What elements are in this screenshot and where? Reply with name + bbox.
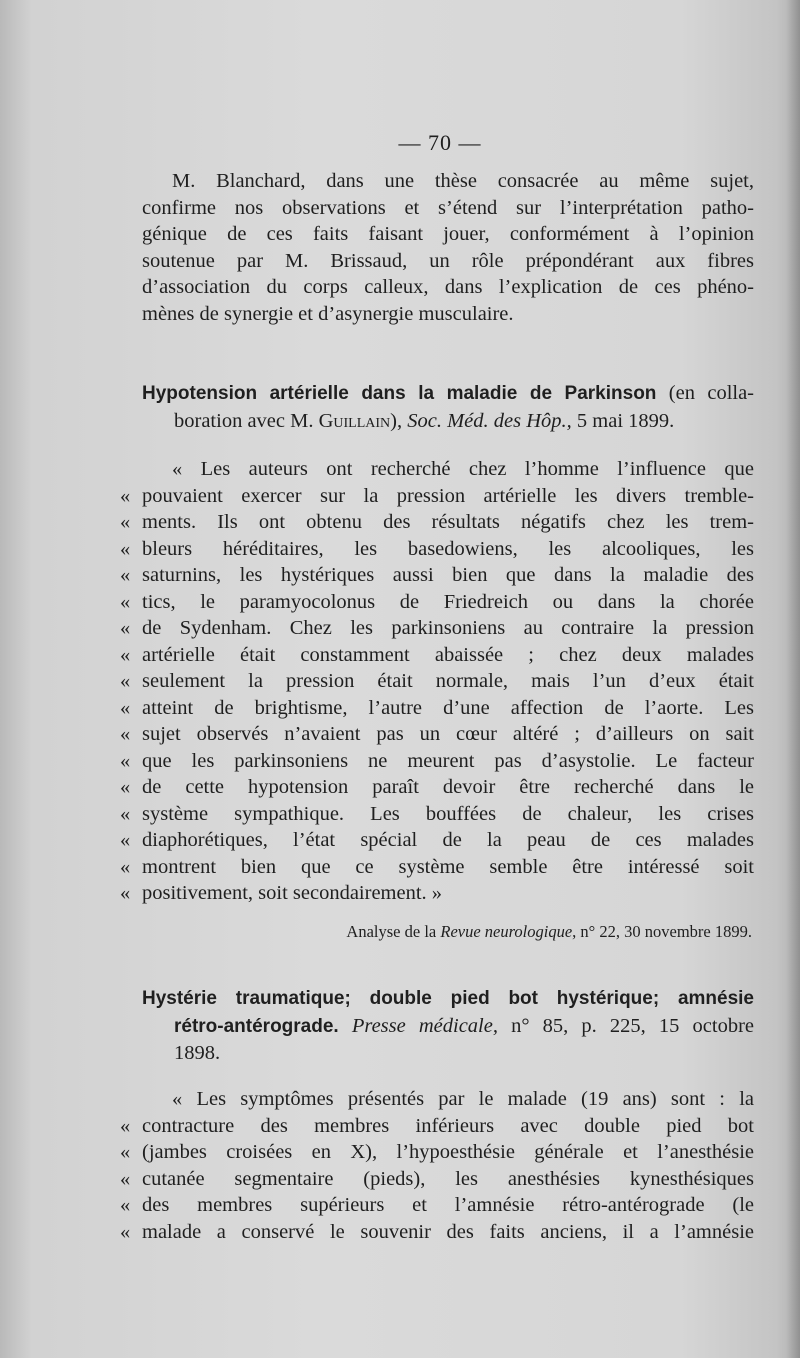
quote-line bbox=[120, 1192, 754, 1219]
quote-line bbox=[120, 1139, 754, 1166]
quote-text: malade a conservé le souvenir des faits anciens, il a l’amnésie bbox=[142, 1220, 754, 1243]
quote-line bbox=[120, 774, 754, 801]
quote-line bbox=[120, 483, 754, 510]
quote-mark: « bbox=[120, 511, 131, 533]
section-heading-hysterie bbox=[142, 985, 754, 1067]
heading-collab-prefix: boration avec M. bbox=[174, 409, 319, 432]
quote-text: bleurs héréditaires, les basedowiens, les alcooliques, les bbox=[142, 537, 754, 560]
quote-mark: « bbox=[120, 1114, 131, 1137]
quote-line bbox=[120, 695, 754, 722]
quote-line bbox=[120, 748, 754, 775]
quote-line bbox=[120, 1219, 754, 1246]
quote-text: (jambes croisées en X), l’hypoesthésie générale et l’anesthésie bbox=[142, 1141, 754, 1163]
quote-mark: « bbox=[120, 670, 131, 692]
heading-line: 1898. bbox=[174, 1042, 221, 1064]
journal-title: Soc. Méd. des Hôp., bbox=[407, 409, 572, 432]
heading-line bbox=[142, 1013, 754, 1041]
quote-line bbox=[120, 827, 754, 854]
quote-mark: « bbox=[120, 802, 131, 825]
quote-text: pouvaient exercer sur la pression artérielle les divers tremble- bbox=[142, 484, 754, 507]
quote-mark: « bbox=[120, 723, 131, 745]
quote-mark: « bbox=[120, 1167, 131, 1190]
quote-text: de Sydenham. Chez les parkinsoniens au contraire la pression bbox=[142, 617, 754, 639]
quote-text: artérielle était constamment abaissée ; chez deux malades bbox=[142, 643, 754, 666]
quote-mark: « bbox=[120, 829, 131, 851]
quote-line bbox=[120, 854, 754, 881]
quote-text: cutanée segmentaire (pieds), les anesthésies kynesthésiques bbox=[142, 1167, 754, 1190]
quote-text: atteint de brightisme, l’autre d’une affection de l’aorte. Les bbox=[142, 696, 754, 719]
quote-mark: « bbox=[120, 537, 131, 560]
journal-ref: n° 85, p. 225, 15 octobre bbox=[497, 1014, 754, 1037]
section-title: Hystérie traumatique; double pied bot hystérique; amnésie bbox=[142, 988, 754, 1009]
text-line: soutenue par M. Brissaud, un rôle prépondérant aux fibres bbox=[142, 249, 754, 272]
quote-line bbox=[120, 880, 754, 907]
quote-mark: « bbox=[120, 564, 131, 586]
quote-line bbox=[120, 562, 754, 589]
quote-line bbox=[120, 536, 754, 563]
journal-title: Presse médicale, bbox=[351, 1014, 498, 1037]
quote-mark: « bbox=[120, 749, 131, 772]
quote-text: de cette hypotension paraît devoir être recherché dans le bbox=[142, 776, 754, 798]
heading-rest: (en colla- bbox=[656, 382, 755, 404]
quote-mark: « bbox=[120, 1141, 131, 1163]
quote-text: système sympathique. Les bouffées de chaleur, les crises bbox=[142, 802, 754, 825]
page-number: — 70 — bbox=[398, 130, 482, 155]
quote-mark: « bbox=[120, 590, 131, 613]
quote-mark: « bbox=[120, 643, 131, 666]
quote-mark: « bbox=[172, 458, 201, 480]
heading-line bbox=[142, 985, 754, 1013]
quote-mark: « bbox=[120, 696, 131, 719]
heading-punct: ), bbox=[390, 409, 408, 432]
section-title: Hypotension artérielle dans la maladie de Parkinson bbox=[142, 383, 657, 404]
publication-date: 5 mai 1899. bbox=[571, 409, 675, 432]
section-heading-parkinson bbox=[142, 380, 754, 434]
source-journal: Revue neurologique bbox=[440, 922, 573, 941]
collaborator-name: Guillain bbox=[318, 409, 391, 432]
quote-mark: « bbox=[120, 776, 131, 798]
quote-text: saturnins, les hystériques aussi bien que dans la maladie des bbox=[142, 564, 754, 586]
quote-mark: « bbox=[120, 855, 131, 878]
quote-line bbox=[120, 642, 754, 669]
quote-mark: « bbox=[120, 617, 131, 639]
quote-line bbox=[120, 509, 754, 536]
text-line: d’association du corps calleux, dans l’explication de ces phéno- bbox=[142, 276, 754, 298]
text-line: mènes de synergie et d’asynergie musculaire. bbox=[142, 302, 514, 325]
quote-line bbox=[120, 615, 754, 642]
quote-text: tics, le paramyocolonus de Friedreich ou dans la chorée bbox=[142, 590, 754, 613]
quote-text: Les symptômes présentés par le malade (19 ans) sont : la bbox=[196, 1088, 754, 1110]
heading-line bbox=[142, 408, 754, 435]
quote-mark: « bbox=[172, 1088, 197, 1110]
heading-line bbox=[142, 380, 754, 408]
quote-mark: « bbox=[120, 1220, 131, 1243]
source-prefix: Analyse de la bbox=[346, 922, 441, 941]
quote-line bbox=[120, 801, 754, 828]
quote-text: positivement, soit secondairement. » bbox=[142, 882, 443, 904]
text-line: génique de ces faits faisant jouer, conformément à l’opinion bbox=[142, 223, 754, 245]
quote-line bbox=[120, 589, 754, 616]
page-spine-shadow bbox=[786, 0, 800, 1358]
intro-paragraph bbox=[142, 168, 754, 327]
source-citation bbox=[150, 922, 752, 942]
quote-line bbox=[120, 721, 754, 748]
quote-line bbox=[142, 456, 754, 483]
quote-line bbox=[120, 1113, 754, 1140]
quote-text: diaphorétiques, l’état spécial de la peau de ces malades bbox=[142, 829, 754, 851]
text-line: confirme nos observations et s’étend sur l’interprétation patho- bbox=[142, 196, 754, 219]
quote-line bbox=[142, 1086, 754, 1113]
quote-text: seulement la pression était normale, mais l’un d’eux était bbox=[142, 670, 754, 692]
quote-text: ments. Ils ont obtenu des résultats négatifs chez les trem- bbox=[142, 511, 754, 533]
text-line: M. Blanchard, dans une thèse consacrée au même sujet, bbox=[172, 170, 754, 192]
quote-text: Les auteurs ont recherché chez l’homme l’influence que bbox=[200, 458, 755, 480]
quote-text: des membres supérieurs et l’amnésie rétro-antérograde (le bbox=[142, 1194, 754, 1216]
quote-mark: « bbox=[120, 882, 131, 904]
section-title-cont: rétro-antérograde. bbox=[174, 1015, 339, 1037]
quote-mark: « bbox=[120, 1194, 131, 1216]
quote-text: montrent bien que ce système semble être intéressé soit bbox=[142, 855, 754, 878]
quote-text: contracture des membres inférieurs avec double pied bot bbox=[142, 1114, 754, 1137]
quote-mark: « bbox=[120, 484, 131, 507]
quote-text: sujet observés n’avaient pas un cœur altéré ; d’ailleurs on sait bbox=[142, 723, 754, 745]
quote-line bbox=[120, 668, 754, 695]
source-suffix: , n° 22, 30 novembre 1899. bbox=[572, 922, 752, 941]
quote-text: que les parkinsoniens ne meurent pas d’asystolie. Le facteur bbox=[142, 749, 754, 772]
quote-block-hysterie bbox=[120, 1086, 754, 1245]
quote-line bbox=[120, 1166, 754, 1193]
quote-block-parkinson bbox=[120, 456, 755, 907]
